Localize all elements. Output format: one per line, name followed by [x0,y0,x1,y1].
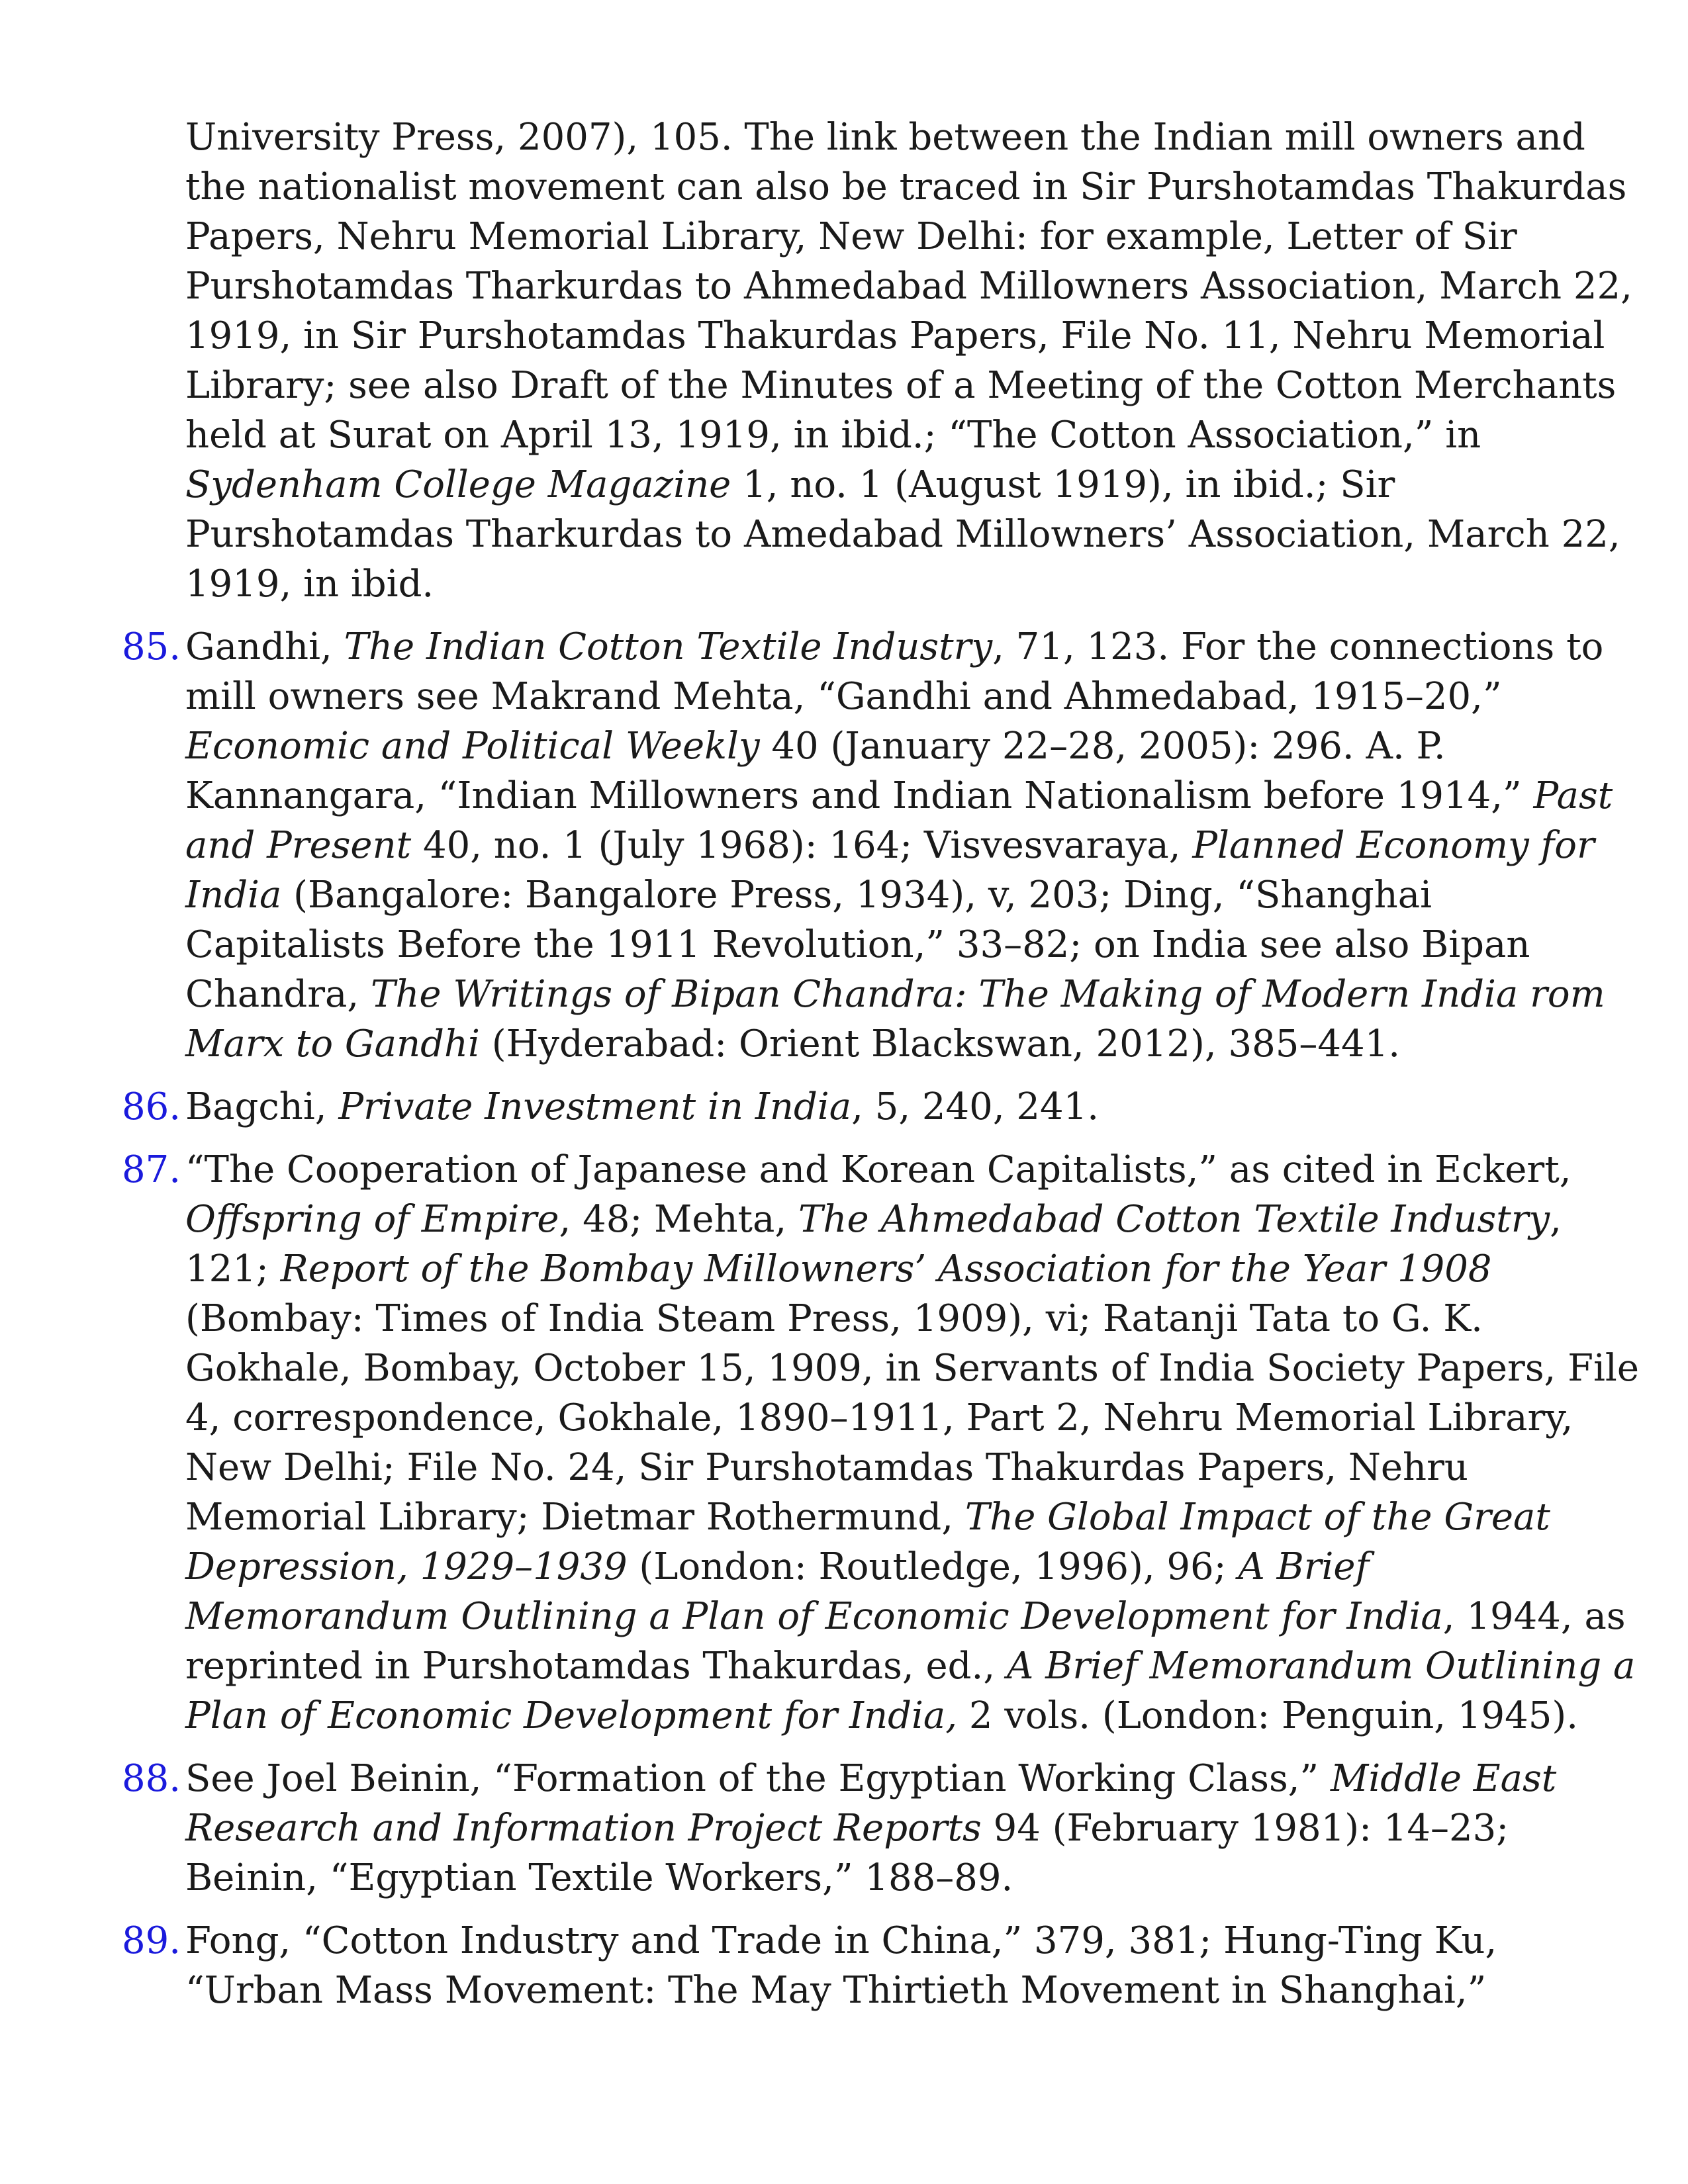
text-segment: , 5, 240, 241. [851,1085,1100,1128]
text-segment-italic: Sydenham College Magazine [185,463,731,506]
endnote-85 [122,622,1642,1069]
text-segment: See Joel Beinin, “Formation of the Egyptian Working Class,” [185,1757,1331,1800]
note-text [185,116,1632,606]
text-segment-italic: Planned Economy for India [185,824,1595,917]
text-segment: Gandhi, [185,625,344,668]
note-text [185,1085,1099,1128]
endnote-87 [122,1145,1642,1741]
text-segment-italic: The Indian Cotton Textile Industry [344,625,993,668]
text-segment-italic: The Writings of Bipan Chandra: The Making of Modern India rom Marx to Gandhi [185,973,1605,1066]
text-segment: , 121; [185,1198,1562,1291]
note-number-link[interactable]: 88. [122,1757,181,1800]
endnote-89 [122,1916,1642,2015]
endnote-86 [122,1082,1642,1132]
text-segment: , 71, 123. For the connections to mill owners see Makrand Mehta, “Gandhi and Ahmedabad, 1915–20,” [185,625,1604,718]
text-segment: 1, no. 1 (August 1919), in ibid.; Sir Purshotamdas Tharkurdas to Amedabad Millowners’ Association, March 22, 1919, in ibid. [185,463,1620,606]
note-text [185,1757,1556,1899]
text-segment: , 48; Mehta, [559,1198,799,1241]
note-text [185,625,1613,1066]
text-segment: , 1944, as reprinted in Purshotamdas Thakurdas, ed., [185,1595,1626,1688]
text-segment-italic: The Ahmedabad Cotton Textile Industry [798,1198,1550,1241]
note-number-link[interactable]: 86. [122,1085,181,1128]
text-segment: 2 vols. (London: Penguin, 1945). [957,1694,1579,1737]
text-segment: 94 (February 1981): 14–23; Beinin, “Egyptian Textile Workers,” 188–89. [185,1807,1509,1899]
text-segment-italic: Economic and Political Weekly [185,725,760,768]
text-segment-italic: Past and Present [185,774,1613,867]
text-segment: 40, no. 1 (July 1968): 164; Visvesvaraya, [411,824,1193,867]
note-text [185,1148,1639,1737]
text-segment-italic: A Brief Memorandum Outlining a Plan of Economic Development for India [185,1545,1443,1638]
text-segment-italic: Report of the Bombay Millowners’ Association for the Year 1908 [280,1248,1492,1291]
text-segment-italic: A Brief Memorandum Outlining a Plan of Economic Development for India, [185,1645,1636,1737]
text-segment-italic: Offspring of Empire [185,1198,559,1241]
endnote-84-continuation [122,113,1642,609]
text-segment: (London: Routledge, 1996), 96; [627,1545,1239,1588]
text-segment: (Bombay: Times of India Steam Press, 1909), vi; Ratanji Tata to G. K. Gokhale, Bombay, October 15, 1909, in Servants of India Society Papers, File 4, correspondence, Gokhale, 1890–1911, Part 2, Nehru Memorial Library, New Delhi; File No. 24, Sir Purshotamdas Thakurdas Papers, Nehru Memorial Library; Dietmar Rothermund, [185,1297,1639,1539]
text-segment: Fong, “Cotton Industry and Trade in China,” 379, 381; Hung-Ting Ku, “Urban Mass Movement: The May Thirtieth Movement in Shanghai,” [185,1919,1497,2012]
note-number-link[interactable]: 85. [122,625,181,668]
note-text [185,1919,1497,2012]
note-number-link[interactable]: 87. [122,1148,181,1191]
text-segment-italic: The Global Impact of the Great Depression, 1929–1939 [185,1496,1550,1588]
note-number-link[interactable]: 89. [122,1919,181,1962]
text-segment: (Bangalore: Bangalore Press, 1934), v, 203; Ding, “Shanghai Capitalists Before the 1911 Revolution,” 33–82; on India see also Bipan Chandra, [185,874,1530,1016]
text-segment: University Press, 2007), 105. The link between the Indian mill owners and the nationalist movement can also be traced in Sir Purshotamdas Thakurdas Papers, Nehru Memorial Library, New Delhi: for example, Letter of Sir Purshotamdas Tharkurdas to Ahmedabad Millowners Association, March 22, 1919, in Sir Purshotamdas Thakurdas Papers, File No. 11, Nehru Memorial Library; see also Draft of the Minutes of a Meeting of the Cotton Merchants held at Surat on April 13, 1919, in ibid.; “The Cotton Association,” in [185,116,1632,457]
text-segment-italic: Middle East Research and Information Project Reports [185,1757,1557,1850]
text-segment-italic: Private Investment in India [338,1085,852,1128]
endnote-88 [122,1754,1642,1903]
text-segment: (Hyderabad: Orient Blackswan, 2012), 385–441. [479,1023,1401,1066]
text-segment: “The Cooperation of Japanese and Korean Capitalists,” as cited in Eckert, [185,1148,1571,1191]
text-segment: Bagchi, [185,1085,339,1128]
text-segment: 40 (January 22–28, 2005): 296. A. P. Kannangara, “Indian Millowners and Indian Nationalism before 1914,” [185,725,1534,817]
